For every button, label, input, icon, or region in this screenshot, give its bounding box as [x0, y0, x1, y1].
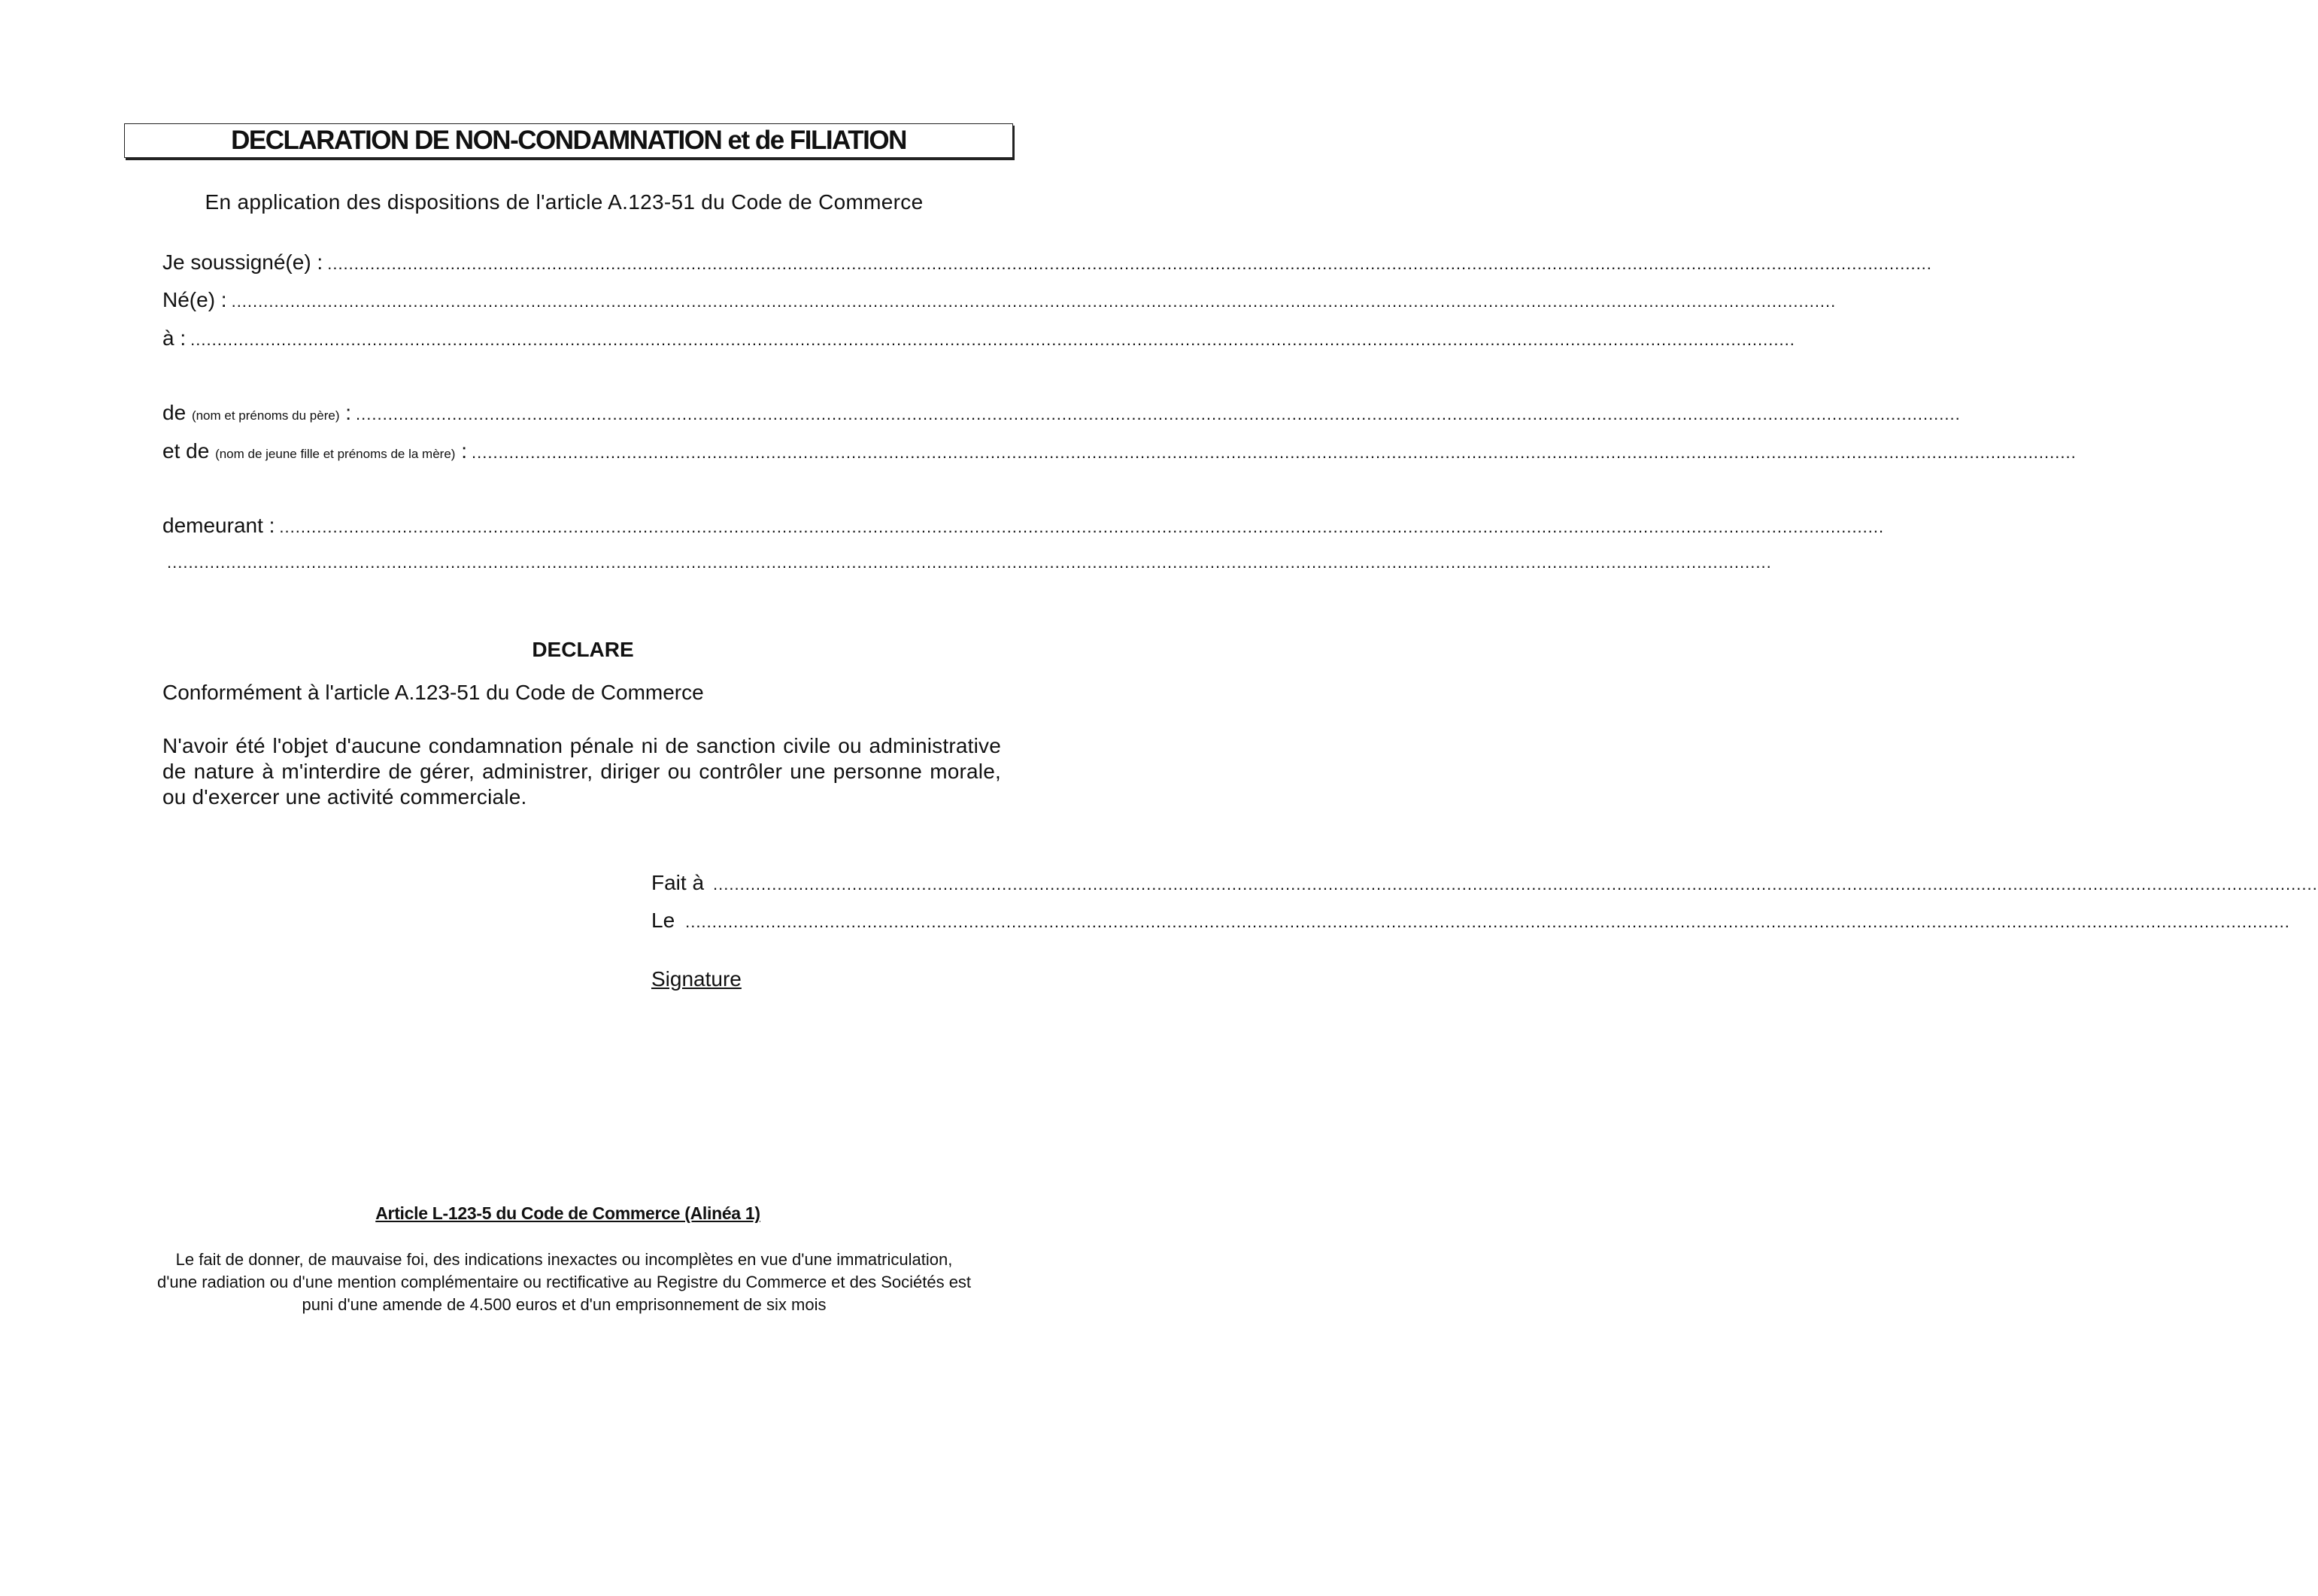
- fill-line[interactable]: ............................................................................................................................................................................................................................................................................................................: [713, 875, 2318, 894]
- field-ne[interactable]: [162, 288, 1837, 315]
- title-box: [124, 123, 1013, 158]
- fill-line[interactable]: ............................................................................................................................................................................................................................................................................................................: [472, 443, 2077, 462]
- hint-mere: (nom de jeune fille et prénoms de la mère): [215, 447, 456, 461]
- document-title: DECLARATION DE NON-CONDAMNATION et de FILIATION: [231, 126, 906, 155]
- declaration-statement: N'avoir été l'objet d'aucune condamnation pénale ni de sanction civile ou administrative de nature à m'interdire de gérer, administrer, diriger ou contrôler une personne morale, ou d'exercer une activité commerciale.: [162, 734, 1001, 809]
- field-a[interactable]: [162, 326, 1795, 353]
- subtitle: En application des dispositions de l'article A.123-51 du Code de Commerce: [205, 190, 924, 214]
- fill-line[interactable]: ............................................................................................................................................................................................................................................................................................................: [279, 517, 1885, 536]
- conformement-text: Conformément à l'article A.123-51 du Code de Commerce: [162, 681, 704, 704]
- colon: :: [461, 439, 468, 463]
- legal-notice: [75, 1249, 1053, 1316]
- fill-line[interactable]: ............................................................................................................................................................................................................................................................................................................: [327, 254, 1932, 273]
- field-label: Né(e) :: [162, 288, 227, 311]
- article-title: Article L-123-5 du Code de Commerce (Alinéa 1): [375, 1203, 760, 1223]
- field-label: [162, 439, 467, 463]
- field-label: Fait à: [651, 871, 705, 894]
- legal-line: Le fait de donner, de mauvaise foi, des indications inexactes ou incomplètes en vue d'une immatriculation,: [175, 1250, 953, 1269]
- field-demeurant-continued[interactable]: [167, 553, 1772, 580]
- field-le[interactable]: [651, 909, 2290, 936]
- declare-heading: DECLARE: [532, 638, 634, 661]
- legal-line: puni d'une amende de 4.500 euros et d'un emprisonnement de six mois: [302, 1295, 827, 1314]
- field-label: [162, 401, 351, 425]
- fill-line[interactable]: ............................................................................................................................................................................................................................................................................................................: [685, 912, 2290, 931]
- fill-line[interactable]: ............................................................................................................................................................................................................................................................................................................: [190, 330, 1795, 349]
- field-demeurant[interactable]: [162, 514, 1885, 541]
- fill-line[interactable]: ............................................................................................................................................................................................................................................................................................................: [231, 292, 1837, 311]
- field-soussigne[interactable]: [162, 250, 1932, 278]
- field-label: demeurant :: [162, 514, 275, 537]
- colon: :: [345, 401, 352, 424]
- field-label: Je soussigné(e) :: [162, 250, 323, 274]
- field-label: Le: [651, 909, 675, 932]
- legal-line: d'une radiation ou d'une mention complémentaire ou rectificative au Registre du Commerce et des Sociétés est: [156, 1273, 972, 1291]
- signature-label: Signature: [651, 967, 742, 991]
- fill-line[interactable]: ............................................................................................................................................................................................................................................................................................................: [356, 405, 1961, 423]
- field-label: à :: [162, 326, 187, 350]
- field-pere[interactable]: [162, 401, 1961, 428]
- fill-line[interactable]: ............................................................................................................................................................................................................................................................................................................: [167, 553, 1772, 572]
- field-fait-a[interactable]: [651, 871, 2318, 898]
- label-et-de: et de: [162, 439, 210, 463]
- hint-pere: (nom et prénoms du père): [191, 408, 340, 423]
- field-mere[interactable]: [162, 439, 2077, 466]
- label-de: de: [162, 401, 187, 424]
